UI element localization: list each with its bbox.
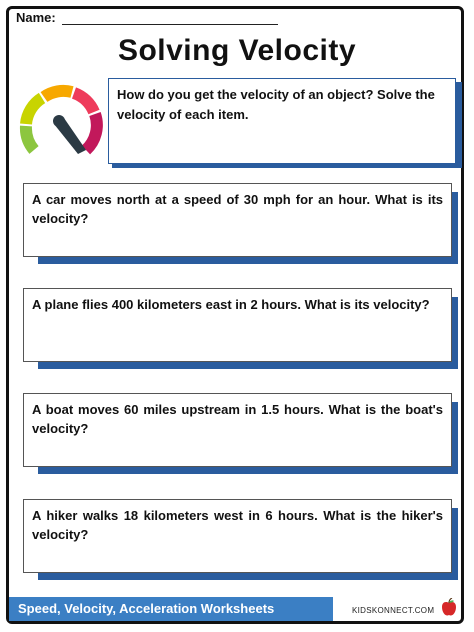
question-2-text: A plane flies 400 kilometers east in 2 hours. What is its velocity? (32, 297, 430, 312)
question-4-text: A hiker walks 18 kilometers west in 6 hours. What is the hiker's velocity? (32, 508, 443, 542)
question-1-text: A car moves north at a speed of 30 mph for an hour. What is its velocity? (32, 192, 443, 226)
question-2[interactable] (23, 288, 452, 362)
page-title: Solving Velocity (117, 34, 357, 67)
name-label: Name: (16, 10, 56, 25)
question-4[interactable] (23, 499, 452, 573)
question-3[interactable] (23, 393, 452, 467)
speedometer-icon (14, 80, 106, 162)
footer-site[interactable]: KIDSKONNECT.COM (352, 606, 435, 615)
intro-box (108, 78, 456, 164)
question-3-text: A boat moves 60 miles upstream in 1.5 hours. What is the boat's velocity? (32, 402, 443, 436)
question-1[interactable] (23, 183, 452, 257)
intro-text: How do you get the velocity of an object? Solve the velocity of each item. (117, 87, 435, 122)
footer-title: Speed, Velocity, Acceleration Worksheets (18, 601, 275, 616)
apple-logo-icon (440, 598, 458, 618)
name-field-line[interactable] (62, 24, 278, 25)
